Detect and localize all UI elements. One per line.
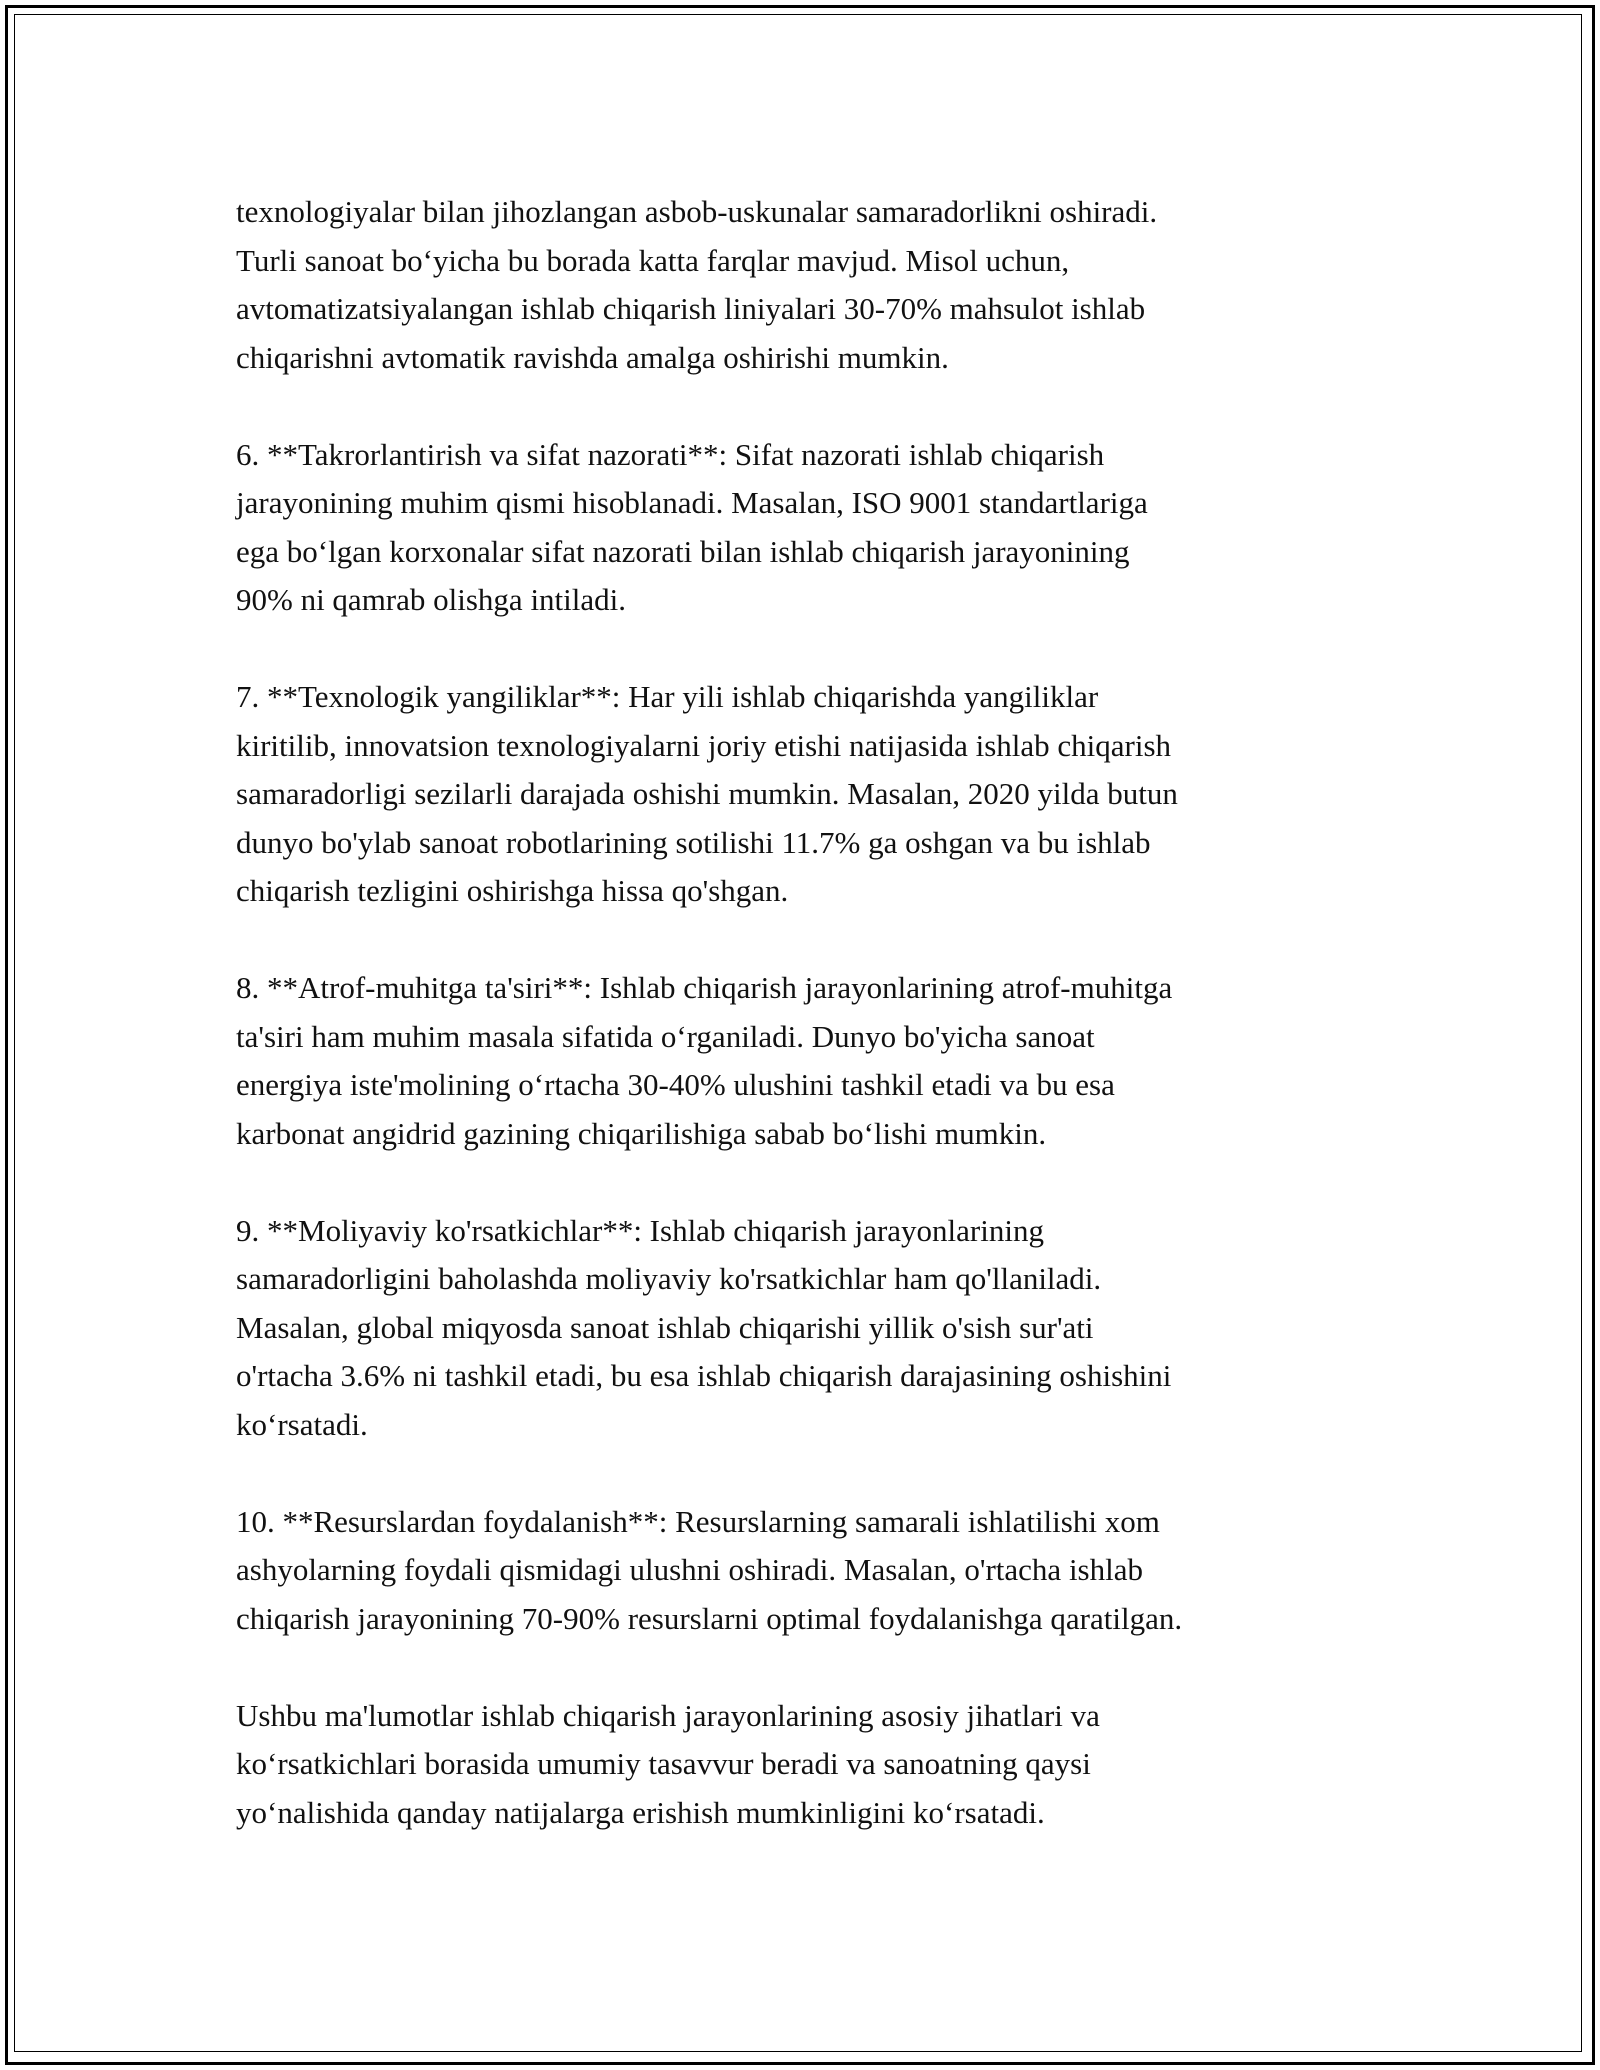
text-line: 8. **Atrof-muhitga ta'siri**: Ishlab chiqarish jarayonlarining atrof-muhitga — [236, 970, 1173, 1005]
text-line: jarayonining muhim qismi hisoblanadi. Masalan, ISO 9001 standartlariga — [236, 485, 1148, 520]
text-line: chiqarish tezligini oshirishga hissa qo'shgan. — [236, 873, 789, 908]
text-line: karbonat angidrid gazining chiqarilishiga sabab bo‘lishi mumkin. — [236, 1115, 1047, 1151]
paragraph-intro-continuation — [236, 188, 1366, 382]
text-line: Ushbu ma'lumotlar ishlab chiqarish jarayonlarining asosiy jihatlari va — [236, 1697, 1100, 1733]
text-line: 9. **Moliyaviy ko'rsatkichlar**: Ishlab chiqarish jarayonlarining — [236, 1212, 1044, 1248]
text-line: ko‘rsatkichlari borasida umumiy tasavvur beradi va sanoatning qaysi — [236, 1746, 1091, 1781]
text-line: samaradorligini baholashda moliyaviy ko'rsatkichlar ham qo'llaniladi. — [236, 1261, 1102, 1296]
text-line: Masalan, global miqyosda sanoat ishlab chiqarishi yillik o'sish sur'ati — [236, 1309, 1094, 1345]
text-line: samaradorligi sezilarli darajada oshishi mumkin. Masalan, 2020 yilda butun — [236, 776, 1178, 811]
paragraph-item-10 — [236, 1498, 1366, 1644]
paragraph-item-6 — [236, 431, 1366, 625]
text-line: 90% ni qamrab olishga intiladi. — [236, 582, 627, 617]
text-line: 6. **Takrorlantirish va sifat nazorati**: Sifat nazorati ishlab chiqarish — [236, 436, 1105, 472]
text-line: ashyolarning foydali qismidagi ulushni oshiradi. Masalan, o'rtacha ishlab — [236, 1552, 1143, 1587]
text-line: o'rtacha 3.6% ni tashkil etadi, bu esa ishlab chiqarish darajasining oshishini — [236, 1358, 1172, 1393]
text-line: energiya iste'molining o‘rtacha 30-40% ulushini tashkil etadi va bu esa — [236, 1067, 1115, 1102]
text-line: avtomatizatsiyalangan ishlab chiqarish liniyalari 30-70% mahsulot ishlab — [236, 291, 1146, 326]
text-line: yo‘nalishida qanday natijalarga erishish mumkinligini ko‘rsatadi. — [236, 1794, 1045, 1830]
paragraph-item-8 — [236, 964, 1366, 1158]
text-line: ko‘rsatadi. — [236, 1406, 368, 1442]
text-line: kiritilib, innovatsion texnologiyalarni joriy etishi natijasida ishlab chiqarish — [236, 727, 1172, 763]
paragraph-item-7 — [236, 673, 1366, 916]
text-line: ta'siri ham muhim masala sifatida o‘rganiladi. Dunyo bo'yicha sanoat — [236, 1018, 1095, 1054]
text-line: chiqarishni avtomatik ravishda amalga oshirishi mumkin. — [236, 339, 949, 375]
paragraph-item-9 — [236, 1207, 1366, 1450]
text-line: ega bo‘lgan korxonalar sifat nazorati bilan ishlab chiqarish jarayonining — [236, 533, 1130, 569]
text-line: 7. **Texnologik yangiliklar**: Har yili ishlab chiqarishda yangiliklar — [236, 679, 1099, 714]
text-line: chiqarish jarayonining 70-90% resurslarni optimal foydalanishga qaratilgan. — [236, 1600, 1183, 1636]
text-line: 10. **Resurslardan foydalanish**: Resurslarning samarali ishlatilishi xom — [236, 1503, 1160, 1539]
paragraph-conclusion — [236, 1692, 1366, 1838]
document-body — [236, 188, 1366, 1886]
text-line: texnologiyalar bilan jihozlangan asbob-uskunalar samaradorlikni oshiradi. — [236, 194, 1158, 229]
text-line: Turli sanoat bo‘yicha bu borada katta farqlar mavjud. Misol uchun, — [236, 242, 1070, 278]
text-line: dunyo bo'ylab sanoat robotlarining sotilishi 11.7% ga oshgan va bu ishlab — [236, 824, 1151, 860]
